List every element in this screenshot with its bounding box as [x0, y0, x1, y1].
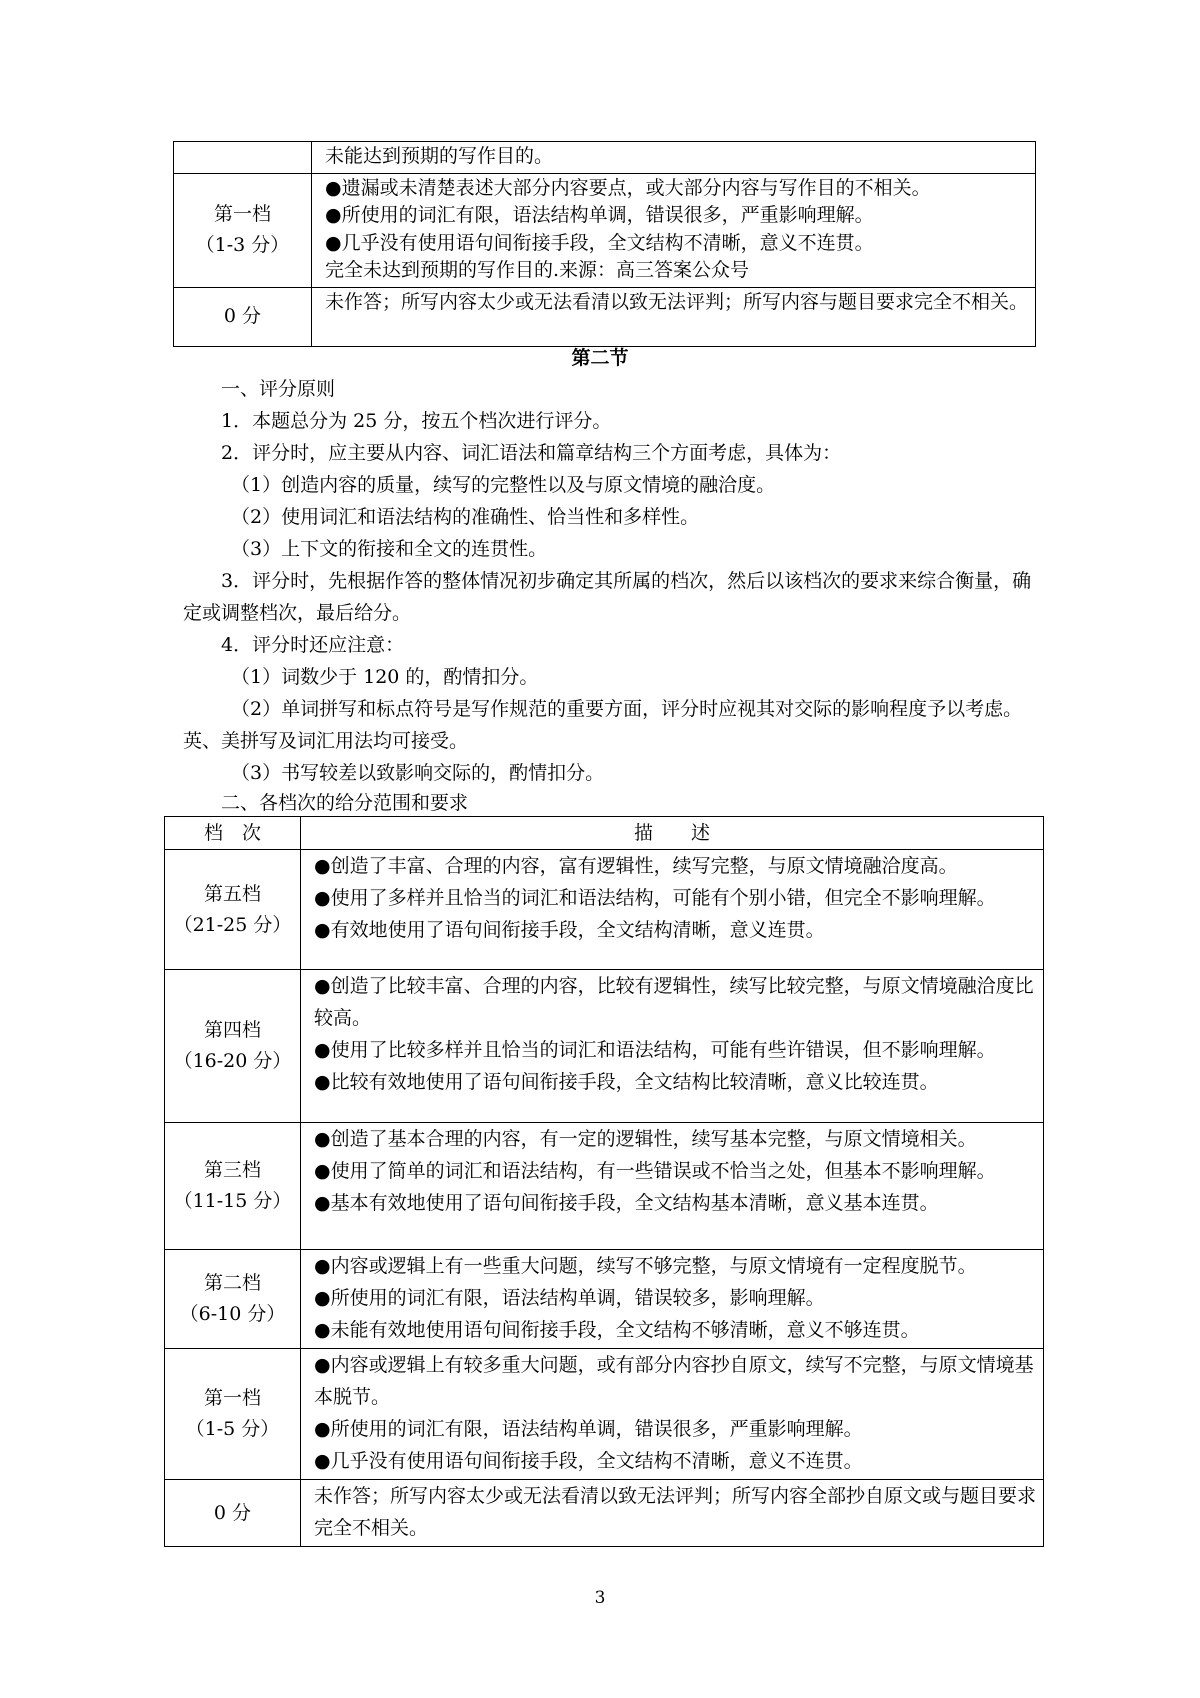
band-name: 第三档 [203, 1159, 261, 1181]
heading-band-requirements: 二、各档次的给分范围和要求 [221, 792, 469, 814]
paragraph: （2）使用词汇和语法结构的准确性、恰当性和多样性。 [231, 506, 700, 528]
rubric-table-section2 [164, 816, 1044, 1547]
paragraph: 4．评分时还应注意： [221, 634, 405, 656]
rubric-table-section1 [173, 141, 1036, 347]
description-line: ●创造了比较丰富、合理的内容，比较有逻辑性，续写比较完整，与原文情境融洽度比较高。 [314, 975, 1034, 1029]
description-line: ●创造了基本合理的内容，有一定的逻辑性，续写基本完整，与原文情境相关。 [314, 1128, 977, 1150]
description-line: ●未能有效地使用语句间衔接手段，全文结构不够清晰，意义不够连贯。 [314, 1319, 920, 1341]
description-line: ●有效地使用了语句间衔接手段，全文结构清晰，意义连贯。 [314, 919, 825, 941]
description-cell [301, 970, 1044, 1123]
header-description: 描 述 [301, 817, 1044, 850]
paragraph: 1．本题总分为 25 分，按五个档次进行评分。 [221, 410, 612, 432]
page-number: 3 [594, 1588, 606, 1608]
band-cell [165, 1123, 301, 1250]
paragraph: 2．评分时，应主要从内容、词汇语法和篇章结构三个方面考虑，具体为： [221, 442, 842, 464]
paragraph: 3．评分时，先根据作答的整体情况初步确定其所属的档次，然后以该档次的要求来综合衡量，确定或调整档次，最后给分。 [183, 570, 1032, 624]
description-cell [301, 1480, 1044, 1547]
description-cell [312, 173, 1036, 287]
band-cell [165, 1349, 301, 1480]
description-cell [312, 287, 1036, 346]
description-line: ●几乎没有使用语句间衔接手段，全文结构不清晰，意义不连贯。 [314, 1450, 863, 1472]
band-range: （16-20 分） [173, 1050, 292, 1072]
description-line: 未作答；所写内容太少或无法看清以致无法评判；所写内容全部抄自原文或与题目要求完全不相关。 [314, 1485, 1037, 1539]
description-line: ●比较有效地使用了语句间衔接手段，全文结构比较清晰，意义比较连贯。 [314, 1071, 939, 1093]
band-cell [165, 1250, 301, 1349]
description-line: ●使用了多样并且恰当的词汇和语法结构，可能有个别小错，但完全不影响理解。 [314, 887, 996, 909]
table-row [165, 1123, 1044, 1250]
description-line: ●所使用的词汇有限，语法结构单调，错误很多，严重影响理解。 [325, 204, 874, 226]
description-line: ●基本有效地使用了语句间衔接手段，全文结构基本清晰，意义基本连贯。 [314, 1192, 939, 1214]
paragraph: （2）单词拼写和标点符号是写作规范的重要方面，评分时应视其对交际的影响程度予以考虑。英、美拼写及词汇用法均可接受。 [183, 698, 1023, 752]
description-line: ●使用了简单的词汇和语法结构，有一些错误或不恰当之处，但基本不影响理解。 [314, 1160, 996, 1182]
paragraph: （1）创造内容的质量，续写的完整性以及与原文情境的融洽度。 [231, 474, 776, 496]
paragraph: （3）书写较差以致影响交际的，酌情扣分。 [231, 762, 605, 784]
band-name: 第一档 [213, 203, 271, 225]
paragraph: （3）上下文的衔接和全文的连贯性。 [231, 538, 548, 560]
band-range: （11-15 分） [173, 1190, 292, 1212]
band-name: 第二档 [203, 1272, 261, 1294]
table-row [165, 850, 1044, 970]
description-line: ●使用了比较多样并且恰当的词汇和语法结构，可能有些许错误，但不影响理解。 [314, 1039, 996, 1061]
band-cell [174, 142, 312, 174]
description-line: ●遗漏或未清楚表述大部分内容要点，或大部分内容与写作目的不相关。 [325, 176, 931, 199]
band-range: （1-3 分） [195, 234, 290, 256]
band-range: （1-5 分） [185, 1418, 280, 1440]
description-line: 未作答；所写内容太少或无法看清以致无法评判；所写内容与题目要求完全不相关。 [325, 290, 1029, 313]
band-range: （21-25 分） [173, 913, 292, 936]
band-name: 第四档 [203, 1019, 261, 1041]
heading-scoring-principles: 一、评分原则 [221, 378, 336, 400]
table-header-row [165, 817, 1044, 850]
band-cell [174, 173, 312, 287]
description-line: ●内容或逻辑上有一些重大问题，续写不够完整，与原文情境有一定程度脱节。 [314, 1255, 977, 1277]
band-name: 第一档 [203, 1387, 261, 1409]
band-cell [174, 287, 312, 346]
band-cell [165, 1480, 301, 1547]
band-cell [165, 970, 301, 1123]
table-row [174, 142, 1036, 174]
band-name: 0 分 [223, 305, 262, 327]
description-line: ●几乎没有使用语句间衔接手段，全文结构不清晰，意义不连贯。 [325, 231, 874, 254]
description-line: ●创造了丰富、合理的内容，富有逻辑性，续写完整，与原文情境融洽度高。 [314, 855, 958, 877]
description-cell [312, 142, 1036, 174]
table-row [165, 1349, 1044, 1480]
band-name: 第五档 [203, 882, 261, 905]
description-line: 完全未达到预期的写作目的.来源：高三答案公众号 [325, 259, 750, 281]
description-cell [301, 1250, 1044, 1349]
band-name: 0 分 [213, 1501, 252, 1524]
table-row [174, 287, 1036, 346]
header-band: 档 次 [165, 817, 301, 850]
table-row [165, 1480, 1044, 1547]
description-line: ●所使用的词汇有限，语法结构单调，错误很多，严重影响理解。 [314, 1418, 863, 1440]
paragraph: （1）词数少于 120 的，酌情扣分。 [231, 666, 539, 688]
description-cell [301, 1349, 1044, 1480]
description-cell [301, 1123, 1044, 1250]
description-line: 未能达到预期的写作目的。 [325, 145, 554, 167]
table-row [165, 1250, 1044, 1349]
section-title: 第二节 [571, 347, 629, 369]
description-line: ●内容或逻辑上有较多重大问题，或有部分内容抄自原文，续写不完整，与原文情境基本脱节。 [314, 1354, 1034, 1408]
description-line: ●所使用的词汇有限，语法结构单调，错误较多，影响理解。 [314, 1287, 825, 1309]
table-row [174, 173, 1036, 287]
band-range: （6-10 分） [179, 1303, 286, 1325]
table-row [165, 970, 1044, 1123]
band-cell [165, 850, 301, 970]
description-cell [301, 850, 1044, 970]
